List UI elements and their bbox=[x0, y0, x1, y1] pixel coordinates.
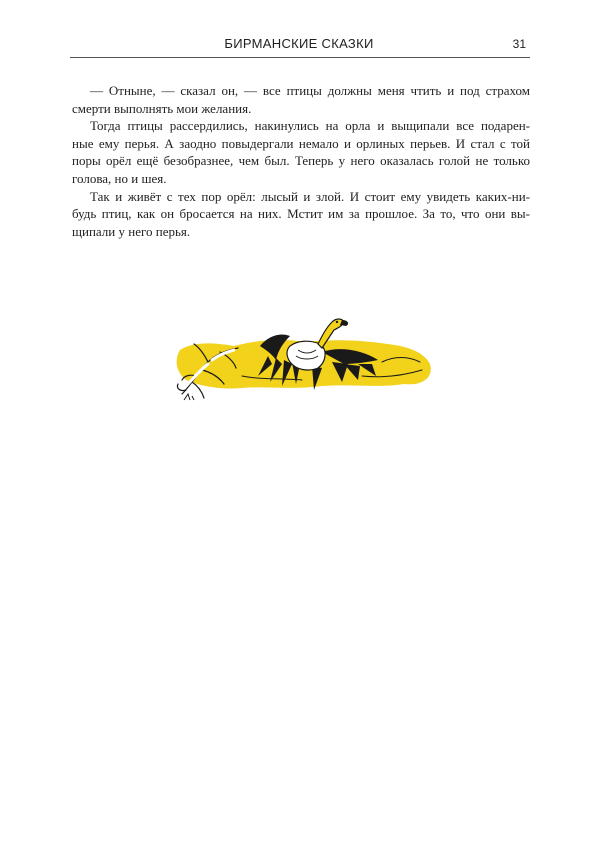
artist-mark bbox=[184, 394, 194, 400]
page-number: 31 bbox=[512, 37, 526, 51]
text-line: Так и живёт с тех пор орёл: лысый и злой. И стоит ему увидеть каких-ни- bbox=[90, 188, 530, 204]
text-line: — Отныне, — сказал он, — все птицы должны меня чтить и под страхом bbox=[90, 83, 530, 98]
running-title: БИРМАНСКИЕ СКАЗКИ bbox=[224, 36, 374, 51]
text-line: поры орёл ещё безобразнее, чем был. Теперь у него оказалась голой не только bbox=[72, 153, 530, 169]
text-line: голова, но и шея. bbox=[72, 170, 167, 186]
running-header bbox=[70, 36, 528, 56]
story-text bbox=[72, 82, 530, 240]
text-line: смерти выполнять мои желания. bbox=[72, 100, 252, 116]
eagle-illustration bbox=[172, 306, 434, 408]
header-rule bbox=[70, 57, 530, 58]
text-line: будь птиц, как он бросается на них. Мстит им за прошлое. За то, что они вы- bbox=[72, 206, 530, 222]
text-line: щипали у него перья. bbox=[72, 223, 191, 239]
text-line: ные ему перья. А заодно повыдергали немало и орлиных перьев. И стал с той bbox=[72, 135, 530, 151]
text-line: Тогда птицы рассердились, накинулись на орла и выщипали все подарен- bbox=[90, 118, 530, 134]
